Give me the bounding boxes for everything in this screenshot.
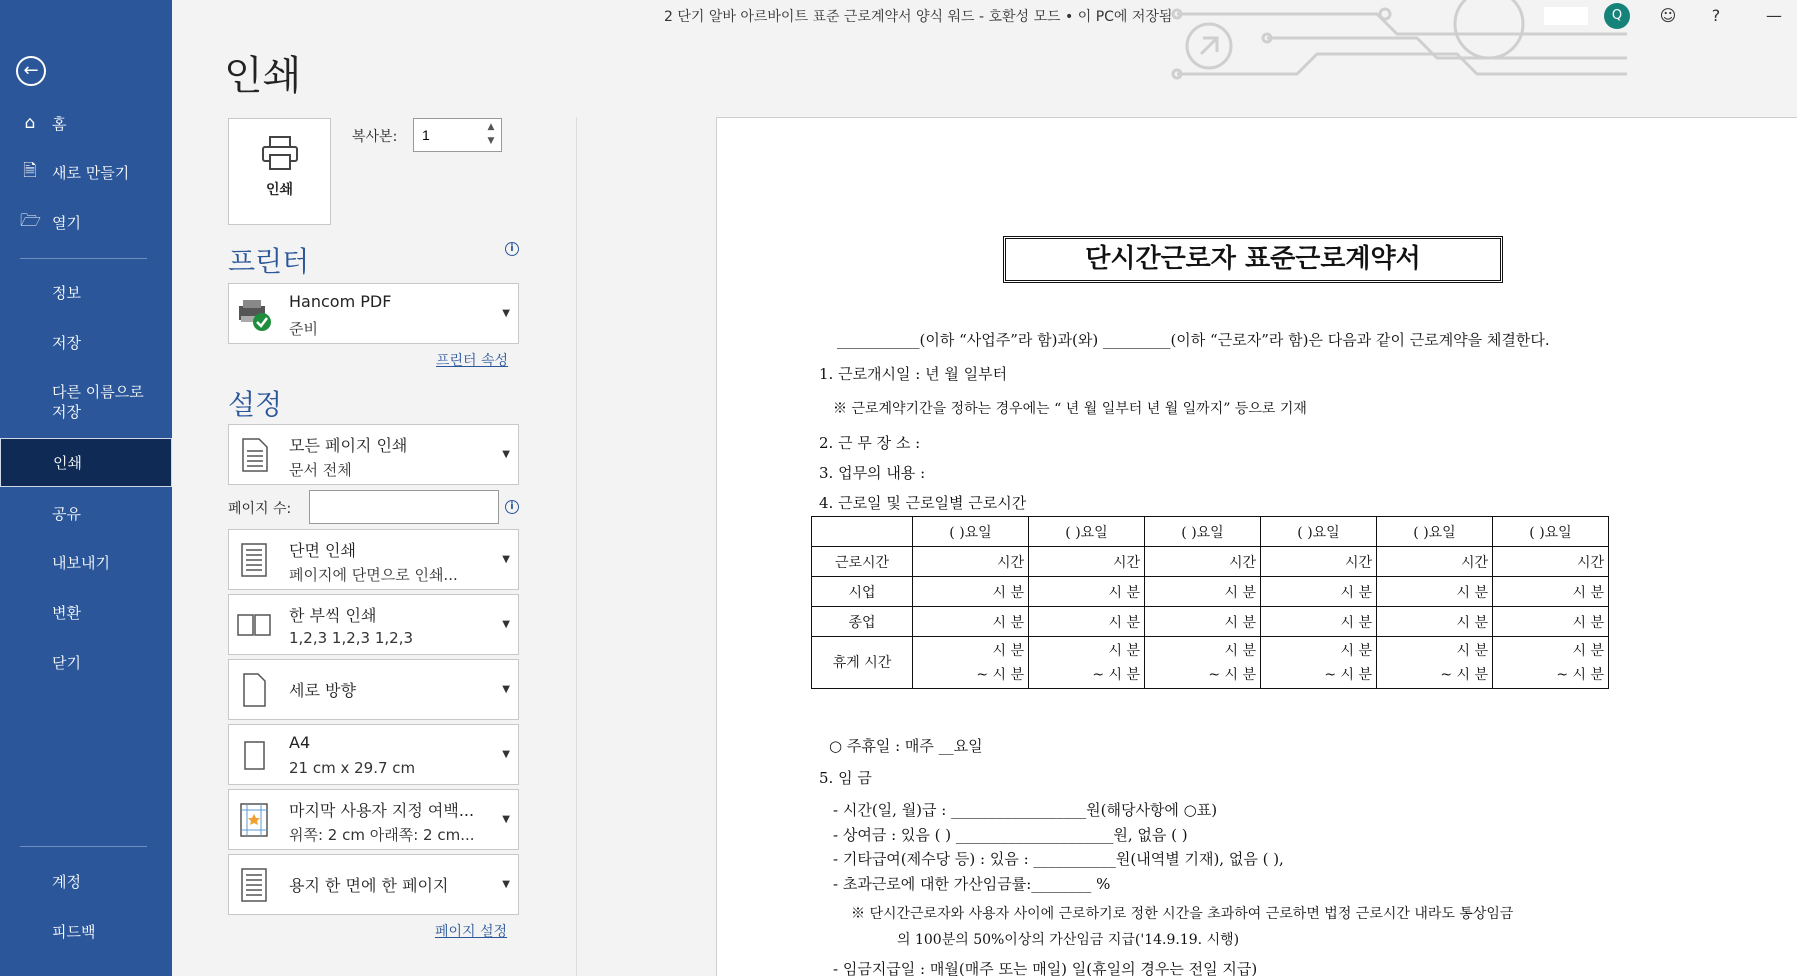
collate-dropdown[interactable] [228, 594, 519, 655]
table-cell: 종업 [812, 607, 913, 637]
printer-status: 준비 [289, 320, 318, 338]
option-primary: 용지 한 면에 한 페이지 [289, 876, 449, 895]
table-cell: 시 분 [1029, 607, 1145, 637]
document-line: ○ 주휴일 : 매주 __요일 [829, 737, 983, 755]
pages-label: 페이지 수: [228, 501, 292, 517]
document-line: ※ 단시간근로자와 사용자 사이에 근로하기로 정한 시간을 초과하여 근로하면 법정 근로시간 내라도 통상임금 [851, 906, 1514, 922]
pages-input[interactable] [309, 490, 499, 524]
chevron-down-icon: ▼ [502, 879, 510, 890]
chevron-down-icon: ▼ [502, 308, 510, 319]
option-primary: A4 [289, 733, 311, 752]
margins-dropdown[interactable] [228, 789, 519, 850]
printer-ready-icon [237, 296, 271, 332]
chevron-down-icon: ▼ [502, 749, 510, 760]
nav-item-label: 새로 만들기 [52, 163, 130, 182]
nav-item-label: 열기 [52, 213, 81, 232]
nav-item-label: 내보내기 [52, 553, 110, 572]
cell-line: ~ 시 분 [1440, 666, 1488, 683]
document-line: 4. 근로일 및 근로일별 근로시간 [819, 494, 1027, 512]
pages-per-sheet-dropdown[interactable] [228, 854, 519, 915]
nav-item-export[interactable] [0, 540, 172, 584]
option-secondary: 21 cm x 29.7 cm [289, 759, 416, 777]
chevron-down-icon: ▼ [502, 684, 510, 695]
nav-item-label: 저장 [52, 403, 81, 421]
document-line: - 임금지급일 : 매월(매주 또는 매일) 일(휴일의 경우는 전일 지급) [833, 960, 1258, 976]
document-line: - 기타급여(제수당 등) : 있음 : ___________원(내역별 기재), 없음 ( ), [833, 850, 1284, 868]
cell-line: 시 분 [1572, 642, 1604, 659]
table-cell: 시 분 [1377, 607, 1493, 637]
nav-item-new[interactable] [0, 150, 172, 194]
option-primary: 단면 인쇄 [289, 541, 356, 560]
home-icon: ⌂ [24, 113, 36, 133]
copies-label: 복사본: [352, 129, 398, 145]
table-cell: 시 분 [913, 577, 1029, 607]
share-person-icon[interactable]: ☺ [1659, 6, 1677, 25]
sides-dropdown[interactable] [228, 529, 519, 590]
table-row [812, 637, 1609, 689]
nav-item-save[interactable] [0, 320, 172, 364]
table-cell: ( )요일 [1145, 517, 1261, 547]
minimize-button[interactable]: — [1766, 6, 1782, 25]
document-line: ___________(이하 “사업주”라 함)과(와) _________(이하 “근로자”라 함)은 다음과 같이 근로계약을 체결한다. [837, 331, 1550, 349]
document-line: ※ 근로계약기간을 정하는 경우에는 “ 년 월 일부터 년 월 일까지” 등으로 기재 [833, 401, 1307, 417]
table-cell [1029, 637, 1145, 689]
cell-line: ~ 시 분 [1092, 666, 1140, 683]
nav-item-print[interactable] [0, 438, 172, 487]
table-cell [812, 517, 913, 547]
print-button[interactable] [228, 118, 331, 225]
nav-item-label: 홈 [52, 114, 67, 133]
option-secondary: 페이지에 단면으로 인쇄... [289, 566, 458, 584]
table-row [812, 577, 1609, 607]
table-cell: 시 분 [1145, 577, 1261, 607]
chevron-down-icon: ▼ [502, 619, 510, 630]
nav-item-label: 공유 [52, 504, 81, 523]
document-line: 5. 임 금 [819, 769, 872, 787]
account-name-chip[interactable] [1544, 7, 1588, 25]
option-secondary: 1,2,3 1,2,3 1,2,3 [289, 629, 414, 647]
document-line: - 초과근로에 대한 가산임금률:________ % [833, 875, 1111, 893]
table-cell: ( )요일 [1493, 517, 1609, 547]
table-cell: ( )요일 [1029, 517, 1145, 547]
chevron-down-icon: ▼ [502, 814, 510, 825]
nav-item-label: 정보 [52, 283, 81, 302]
pages-per-sheet-icon [237, 867, 271, 903]
nav-item-info[interactable] [0, 270, 172, 314]
table-cell: 시 분 [1261, 577, 1377, 607]
work-hours-table [811, 516, 1609, 689]
document-line: 1. 근로개시일 : 년 월 일부터 [819, 365, 1008, 383]
pages-icon [237, 437, 271, 473]
cell-line: 시 분 [1224, 642, 1256, 659]
folder-open-icon: 🗁 [20, 210, 42, 231]
table-cell [1261, 637, 1377, 689]
cell-line: 시 분 [1108, 642, 1140, 659]
table-cell: 시 분 [1493, 577, 1609, 607]
new-document-icon: 🗎 [23, 160, 37, 181]
nav-item-transform[interactable] [0, 590, 172, 634]
window-title: 2 단기 알바 아르바이트 표준 근로계약서 양식 워드 - 호환성 모드 • 이 PC에 저장됨 [664, 9, 1173, 25]
print-range-dropdown[interactable] [228, 424, 519, 485]
preview-page [716, 117, 1797, 976]
table-cell: 시업 [812, 577, 913, 607]
table-cell: 시 분 [1377, 577, 1493, 607]
table-cell: 시 분 [1493, 607, 1609, 637]
printer-name: Hancom PDF [289, 292, 392, 311]
table-row [812, 517, 1609, 547]
avatar[interactable]: Q [1604, 3, 1630, 29]
table-cell: 휴게 시간 [812, 637, 913, 689]
nav-item-label: 피드백 [52, 922, 96, 941]
table-cell: 근로시간 [812, 547, 913, 577]
document-title: 단시간근로자 표준근로계약서 [1003, 236, 1503, 283]
nav-divider [20, 846, 147, 847]
chevron-down-icon: ▼ [502, 554, 510, 565]
table-cell: 시간 [1029, 547, 1145, 577]
margins-icon [237, 802, 271, 838]
cell-line: 시 분 [1340, 642, 1372, 659]
table-cell: 시간 [1145, 547, 1261, 577]
cell-line: 시 분 [1456, 642, 1488, 659]
nav-item-label: 다른 이름으로 [52, 383, 144, 401]
table-cell [913, 637, 1029, 689]
document-line: 2. 근 무 장 소 : [819, 434, 921, 452]
table-cell [1377, 637, 1493, 689]
settings-section-title: 설정 [228, 388, 283, 421]
portrait-icon [237, 672, 271, 708]
nav-item-feedback[interactable] [0, 909, 172, 953]
cell-line: ~ 시 분 [1324, 666, 1372, 683]
cell-line: ~ 시 분 [976, 666, 1024, 683]
nav-item-label: 저장 [52, 333, 81, 352]
table-cell: ( )요일 [1377, 517, 1493, 547]
document-line: 의 100분의 50%이상의 가산임금 지급('14.9.19. 시행) [897, 932, 1240, 948]
document-line: - 시간(일, 월)급 : __________________원(해당사항에 ○표) [833, 801, 1218, 819]
nav-item-label: 계정 [52, 872, 81, 891]
table-cell: 시 분 [1261, 607, 1377, 637]
option-primary: 마지막 사용자 지정 여백... [289, 801, 475, 820]
nav-item-close[interactable] [0, 640, 172, 684]
nav-item-open[interactable] [0, 200, 172, 244]
document-line: - 상여금 : 있음 ( ) _____________________원, 없음 ( ) [833, 826, 1188, 844]
nav-item-account[interactable] [0, 859, 172, 903]
option-secondary: 문서 전체 [289, 461, 352, 479]
printer-dropdown[interactable] [228, 283, 519, 344]
option-primary: 한 부씩 인쇄 [289, 606, 377, 625]
option-primary: 모든 페이지 인쇄 [289, 436, 408, 455]
print-button-label: 인쇄 [265, 182, 294, 198]
paper-size-icon [237, 737, 271, 773]
back-arrow-icon[interactable]: ← [16, 56, 46, 86]
nav-divider [20, 258, 147, 259]
nav-item-label: 변환 [52, 603, 81, 622]
nav-item-label: 닫기 [52, 653, 81, 672]
one-sided-icon [237, 542, 271, 578]
table-cell: 시간 [1377, 547, 1493, 577]
table-cell: ( )요일 [913, 517, 1029, 547]
table-cell [1493, 637, 1609, 689]
table-cell: 시 분 [913, 607, 1029, 637]
nav-item-home[interactable] [0, 101, 172, 145]
cell-line: ~ 시 분 [1208, 666, 1256, 683]
info-icon[interactable]: i [505, 500, 519, 514]
help-icon[interactable]: ? [1711, 6, 1721, 25]
nav-item-save-as[interactable] [0, 378, 172, 428]
table-cell: ( )요일 [1261, 517, 1377, 547]
table-cell: 시간 [1261, 547, 1377, 577]
option-secondary: 위쪽: 2 cm 아래쪽: 2 cm... [289, 826, 475, 844]
table-row [812, 607, 1609, 637]
table-cell: 시 분 [1029, 577, 1145, 607]
copies-spin-buttons[interactable]: ▲ ▼ [487, 122, 495, 146]
option-primary: 세로 방향 [289, 681, 356, 700]
table-row [812, 547, 1609, 577]
printer-section-title: 프린터 [228, 245, 310, 278]
table-cell: 시 분 [1145, 607, 1261, 637]
chevron-down-icon: ▼ [502, 449, 510, 460]
nav-item-share[interactable] [0, 491, 172, 535]
page-setup-link[interactable]: 페이지 설정 [435, 924, 508, 940]
collate-icon [237, 607, 271, 643]
orientation-dropdown[interactable] [228, 659, 519, 720]
paper-size-dropdown[interactable] [228, 724, 519, 785]
cell-line: ~ 시 분 [1556, 666, 1604, 683]
backstage-nav [0, 0, 172, 976]
page-title: 인쇄 [224, 53, 302, 99]
printer-properties-link[interactable]: 프린터 속성 [436, 353, 509, 369]
table-cell [1145, 637, 1261, 689]
printer-icon [260, 135, 300, 171]
table-cell: 시간 [913, 547, 1029, 577]
nav-item-label: 인쇄 [53, 454, 82, 472]
table-cell: 시간 [1493, 547, 1609, 577]
info-icon[interactable]: i [505, 242, 519, 256]
document-line: 3. 업무의 내용 : [819, 464, 926, 482]
cell-line: 시 분 [992, 642, 1024, 659]
